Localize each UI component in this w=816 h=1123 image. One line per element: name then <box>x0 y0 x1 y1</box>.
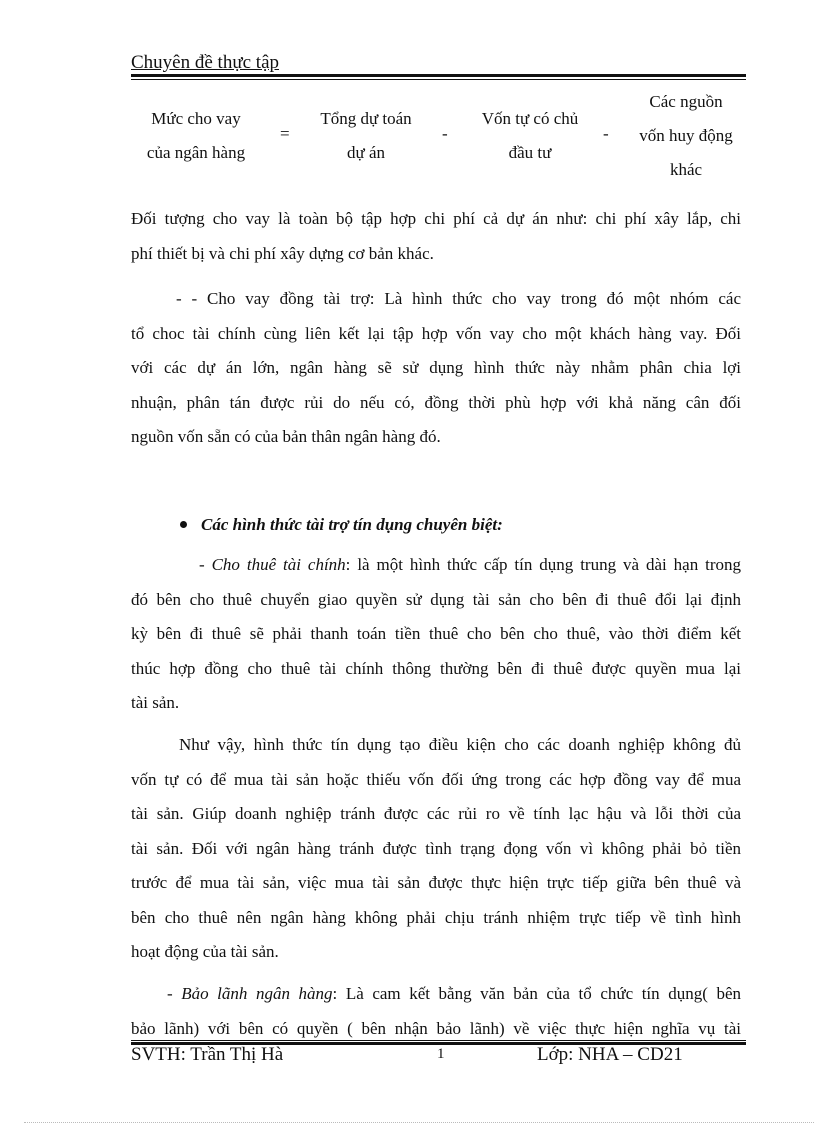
formula-minus-2: - <box>603 124 609 143</box>
formula-minus-1: - <box>442 124 448 143</box>
footer-student: SVTH: Trần Thị Hà <box>131 1044 284 1065</box>
header-title: Chuyên đề thực tập <box>131 52 280 73</box>
paragraph-benefits: Như vậy, hình thức tín dụng tạo điều kiện cho các doanh nghiệp không đủ vốn tự có để mua tài sản hoặc thiếu vốn đối ứng trong các hợp đồng vay để mua tài sản. Giúp doanh nghiệp tránh được các rủi ro về tính lạc hậu và lỗi thời của tài sản. Đối với ngân hàng tránh được tình trạng đọng vốn vì không phải bỏ tiền trước để mua tài sản, việc mua tài sản được thực hiện trực tiếp giữa bên thuê và bên cho thuê nên ngân hàng không phải chịu tránh nhiệm trực tiếp về tình hình hoạt động của tài sản. <box>131 735 741 961</box>
formula-term-2: Vốn tự có chủ đầu tư <box>481 109 579 162</box>
header-rule <box>131 74 746 80</box>
term-bank-guarantee: Bảo lãnh ngân hàng <box>181 984 333 1003</box>
bullet-icon <box>180 521 187 528</box>
paragraph-finance-lease: - Cho thuê tài chính: là một hình thức cấp tín dụng trung và dài hạn trong đó bên cho thuê chuyển giao quyền sử dụng tài sản cho bên đi thuê đổi lại định kỳ bên đi thuê sẽ phải thanh toán tiền thuê cho bên cho thuê, vào thời điểm kết thúc hợp đồng cho thuê tài chính thông thường bên đi thuê được quyền mua lại tài sản. <box>131 555 741 712</box>
formula-term-3: Các nguồn vốn huy động khác <box>639 92 733 179</box>
section-heading: Các hình thức tài trợ tín dụng chuyên biệt: <box>180 508 503 542</box>
footer-class: Lớp: NHA – CD21 <box>537 1044 683 1065</box>
formula-left: Mức cho vay của ngân hàng <box>146 109 246 162</box>
page-number: 1 <box>437 1046 445 1062</box>
paragraph-bank-guarantee: - Bảo lãnh ngân hàng: Là cam kết bằng văn bản của tổ chức tín dụng( bên bảo lãnh) với bên có quyền ( bên nhận bảo lãnh) về việc thực hiện nghĩa vụ tài <box>131 984 741 1038</box>
loan-formula <box>131 90 746 190</box>
paragraph-co-financing: - - Cho vay đồng tài trợ: Là hình thức cho vay trong đó một nhóm các tổ choc tài chính cùng liên kết lại tập hợp vốn vay cho một khách hàng vay. Đối với các dự án lớn, ngân hàng sẽ sử dụng hình thức này nhằm phân chia lợi nhuận, phân tán được rủi do nếu có, đồng thời phù hợp với khả năng cân đối nguồn vốn sẵn có của bản thân ngân hàng đó. <box>131 289 741 446</box>
formula-term-1: Tổng dự toán dự án <box>320 109 412 162</box>
page-header <box>131 50 746 76</box>
term-finance-lease: Cho thuê tài chính <box>211 555 346 574</box>
formula-equals: = <box>280 124 290 143</box>
paragraph-loan-object: Đối tượng cho vay là toàn bộ tập hợp chi phí cả dự án như: chi phí xây lắp, chi phí thiết bị và chi phí xây dựng cơ bản khác. <box>131 209 741 263</box>
